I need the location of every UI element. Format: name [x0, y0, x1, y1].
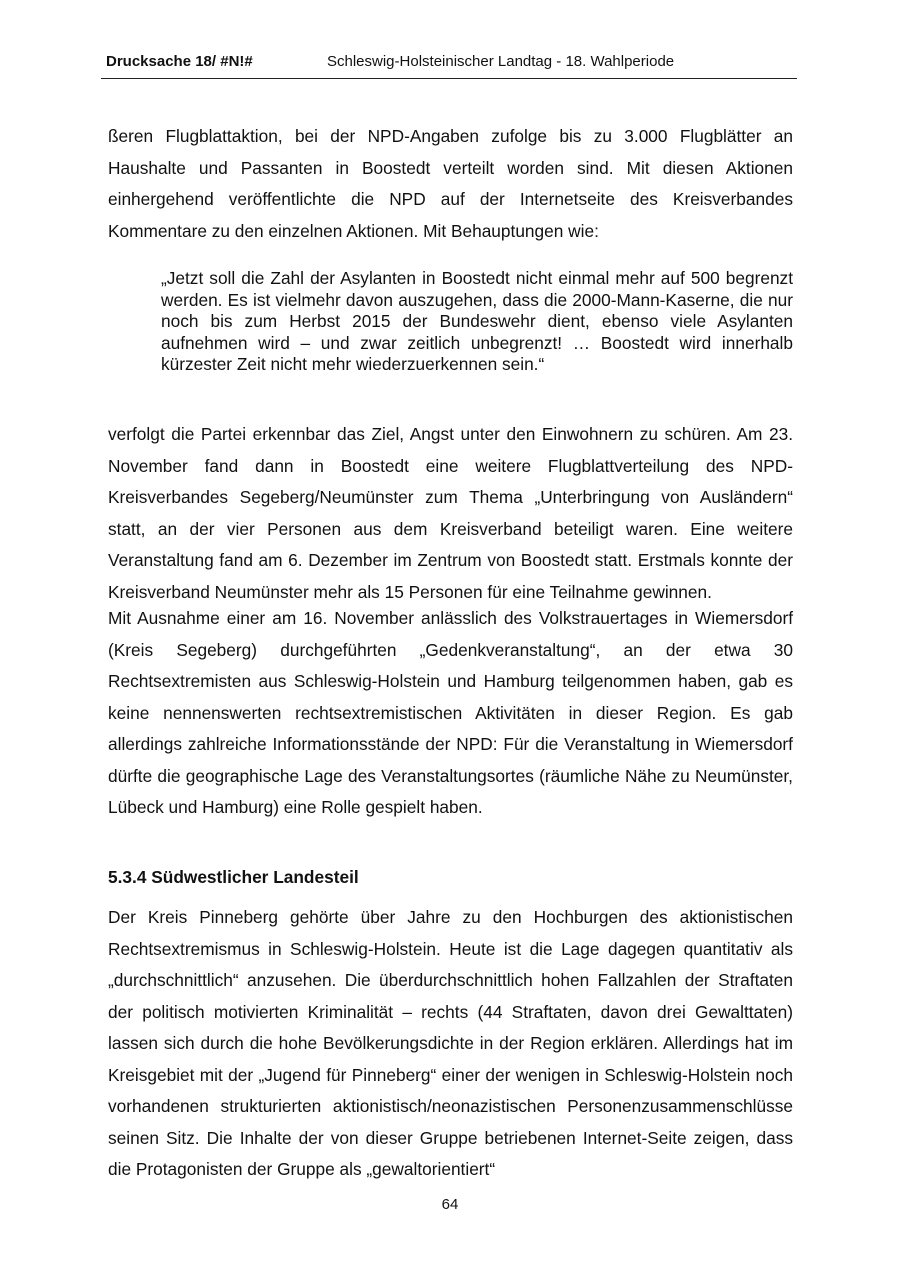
- section-heading: 5.3.4 Südwestlicher Landesteil: [108, 867, 359, 887]
- block-quote: „Jetzt soll die Zahl der Asylanten in Boostedt nicht einmal mehr auf 500 begrenzt werden. Es ist vielmehr davon auszugehen, dass die 2000-Mann-Kaserne, die nur noch bis zum Herbst 2015 der Bundeswehr dient, ebenso viele Asylanten aufnehmen wird – und zwar zeitlich unbegrenzt! … Boostedt wird innerhalb kürzester Zeit nicht mehr wiederzuerkennen sein.“: [161, 268, 793, 374]
- paragraph-pinneberg: Der Kreis Pinneberg gehörte über Jahre zu den Hochburgen des aktionistischen Rechtsextremismus in Schleswig-Holstein. Heute ist die Lage dagegen quantitativ als „durchschnittlich“ anzusehen. Die überdurchschnittlich hohen Fallzahlen der Straftaten der politisch motivierten Kriminalität – rechts (44 Straftaten, davon drei Gewalttaten) lassen sich durch die hohe Bevölkerungsdichte in der Region erklären. Allerdings hat im Kreisgebiet mit der „Jugend für Pinneberg“ einer der wenigen in Schleswig-Holstein noch vorhandenen strukturierten aktionistisch/neonazistischen Personenzusammenschlüsse seinen Sitz. Die Inhalte der von dieser Gruppe betriebenen Internet-Seite zeigen, dass die Protagonisten der Gruppe als „gewaltorientiert“: [108, 907, 793, 1179]
- paragraph-boostedt: verfolgt die Partei erkennbar das Ziel, Angst unter den Einwohnern zu schüren. Am 23. November fand dann in Boostedt eine weitere Flugblattverteilung des NPD-Kreisverbandes Segeberg/Neumünster zum Thema „Unterbringung von Ausländern“ statt, an der vier Personen aus dem Kreisverband beteiligt waren. Eine weitere Veranstaltung fand am 6. Dezember im Zentrum von Boostedt statt. Erstmals konnte der Kreisverband Neumünster mehr als 15 Personen für eine Teilnahme gewinnen.: [108, 424, 793, 602]
- page-number: 64: [441, 1196, 459, 1213]
- header-title: Schleswig-Holsteinischer Landtag - 18. Wahlperiode: [327, 53, 675, 70]
- document-number: Drucksache 18/ #N!#: [106, 53, 253, 70]
- page-header: [101, 50, 797, 79]
- paragraph-flugblattaktion: ßeren Flugblattaktion, bei der NPD-Angaben zufolge bis zu 3.000 Flugblätter an Haushalte und Passanten in Boostedt verteilt worden sind. Mit diesen Aktionen einhergehend veröffentlichte die NPD auf der Internetseite des Kreisverbandes Kommentare zu den einzelnen Aktionen. Mit Behauptungen wie:: [108, 126, 793, 241]
- paragraph-wiemersdorf: Mit Ausnahme einer am 16. November anlässlich des Volkstrauertages in Wiemersdorf (Kreis Segeberg) durchgeführten „Gedenkveranstaltung“, an der etwa 30 Rechtsextremisten aus Schleswig-Holstein und Hamburg teilgenommen haben, gab es keine nennenswerten rechtsextremistischen Aktivitäten in dieser Region. Es gab allerdings zahlreiche Informationsstände der NPD: Für die Veranstaltung in Wiemersdorf dürfte die geographische Lage des Veranstaltungsortes (räumliche Nähe zu Neumünster, Lübeck und Hamburg) eine Rolle gespielt haben.: [108, 608, 793, 817]
